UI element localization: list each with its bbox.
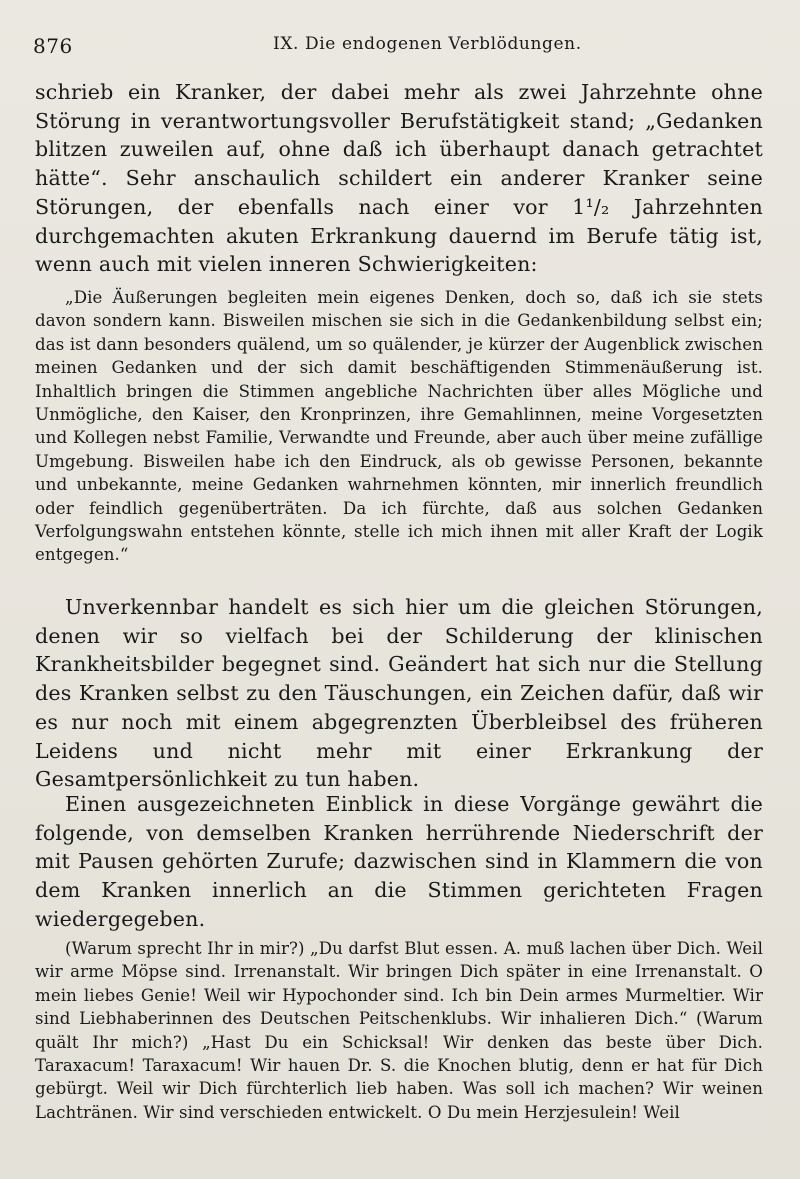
page-number: 876 [33, 34, 73, 58]
quoted-statement-2: (Warum sprecht Ihr in mir?) „Du darfst Blut essen. A. muß lachen über Dich. Weil wir arme Möpse sind. Irrenanstalt. Wir bringen Dich später in eine Irrenanstalt. O mein liebes Genie! Weil wir Hypochonder sind. Ich bin Dein armes Murmeltier. Wir sind Liebhaberinnen des Deutschen Peitschenklubs. Wir inhalieren Dich.“ (Warum quält Ihr mich?) „Hast Du ein Schicksal! Wir denken das beste über Dich. Taraxacum! Taraxacum! Wir hauen Dr. S. die Knochen blutig, denn er hat für Dich gebürgt. Weil wir Dich fürchterlich lieb haben. Was soll ich machen? Wir weinen Lachtränen. Wir sind verschieden entwickelt. O Du mein Herzjesulein! Weil [35, 939, 763, 1122]
body-paragraph-2: Unverkennbar handelt es sich hier um die gleichen Störungen, denen wir so vielfach bei der Schilderung der klinischen Krankheitsbilder begegnet sind. Geändert hat sich nur die Stellung des Kranken selbst zu den Täuschungen, ein Zeichen dafür, daß wir es nur noch mit einem abgegrenzten Überbleibsel des früheren Leidens und nicht mehr mit einer Erkrankung der Gesamtpersönlichkeit zu tun haben. [35, 595, 763, 792]
body-paragraph-3: Einen ausgezeichneten Einblick in diese Vorgänge gewährt die folgende, von demselben Kranken herrührende Niederschrift der mit Pausen gehörten Zurufe; dazwischen sind in Klammern die von dem Kranken innerlich an die Stimmen gerichteten Fragen wiedergegeben. [35, 792, 763, 931]
quoted-statement-1: „Die Äußerungen begleiten mein eigenes Denken, doch so, daß ich sie stets davon sondern kann. Bisweilen mischen sie sich in die Gedankenbildung selbst ein; das ist dann besonders quälend, um so quälender, je kürzer der Augenblick zwischen meinen Gedanken und der sich damit beschäftigenden Stimmenäußerung ist. Inhaltlich bringen die Stimmen angebliche Nachrichten über alles Mögliche und Unmögliche, den Kaiser, den Kronprinzen, ihre Gemahlinnen, meine Vorgesetzten und Kollegen nebst Familie, Verwandte und Freunde, aber auch über meine zufällige Umgebung. Bisweilen habe ich den Eindruck, als ob gewisse Personen, bekannte und unbekannte, meine Gedanken wahrnehmen könnten, mir innerlich freundlich oder feindlich gegenüberträten. Da ich fürchte, daß aus solchen Gedanken Verfolgungswahn entstehen könnte, stelle ich mich ihnen mit aller Kraft der Logik entgegen.“ [35, 288, 763, 565]
page-header [33, 34, 767, 58]
running-head: IX. Die endogenen Verblödungen. [273, 34, 582, 54]
body-paragraph-1: schrieb ein Kranker, der dabei mehr als zwei Jahrzehnte ohne Störung in verantwortungsvoller Berufstätigkeit stand; „Gedanken blitzen zuweilen auf, ohne daß ich überhaupt danach getrachtet hätte“. Sehr anschaulich schildert ein anderer Kranker seine Störungen, der ebenfalls nach einer vor 1¹/₂ Jahrzehnten durchgemachten akuten Erkrankung dauernd im Berufe tätig ist, wenn auch mit vielen inneren Schwierigkeiten: [35, 80, 763, 277]
